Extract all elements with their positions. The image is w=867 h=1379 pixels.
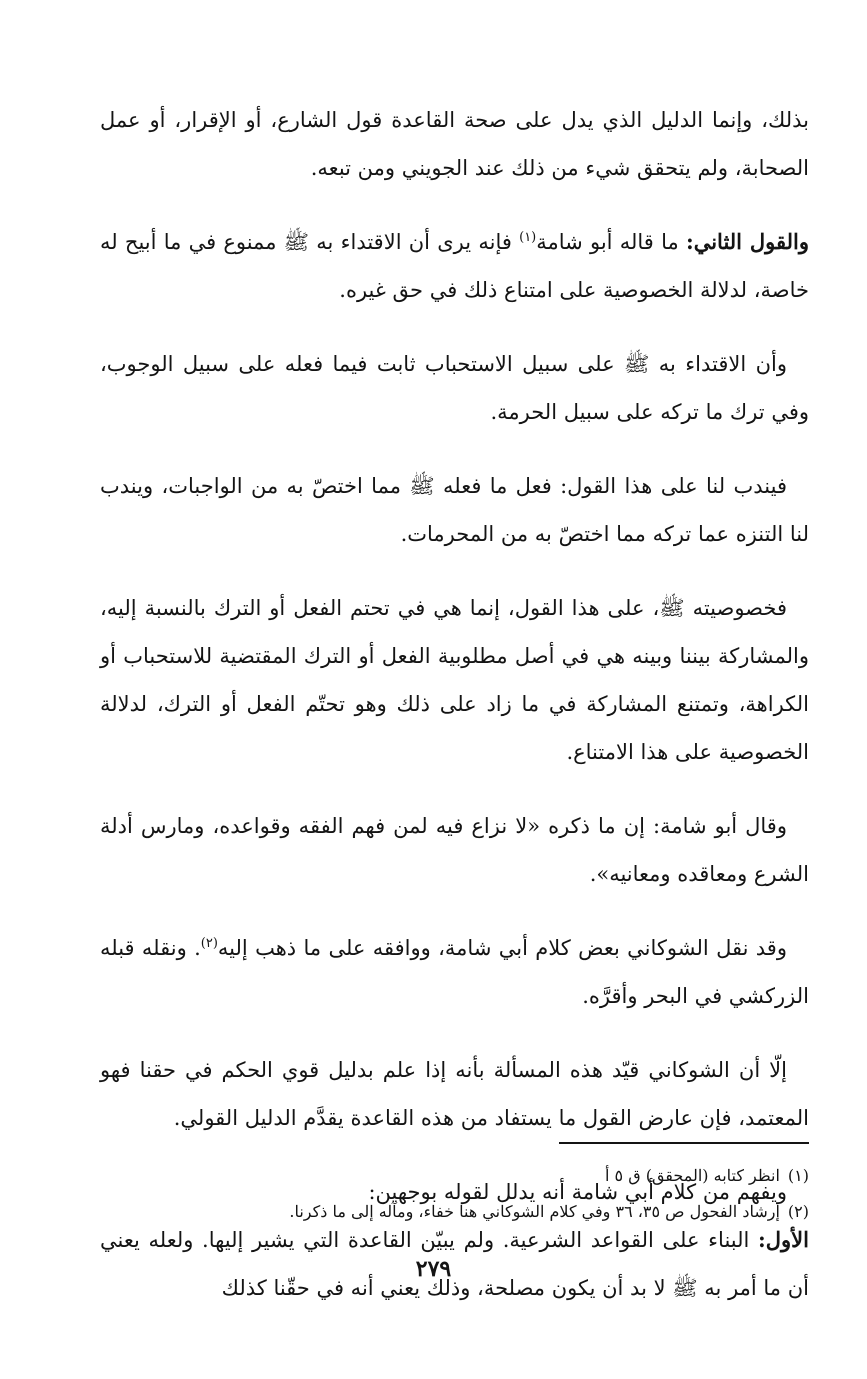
page-body: [100, 96, 809, 1338]
first-aspect-text: البناء على القواعد الشرعية. ولم يبيّن القاعدة التي يشير إليها. ولعله يعني أن ما أمر به ﷺ لا بد أن يكون مصلحة، وذلك يعني أنه في حقّنا كذلك: [100, 1228, 809, 1300]
footnote-1: [100, 1158, 809, 1194]
paragraph-7-text-b: . ونقله قبله الزركشي في البحر وأقرَّه.: [100, 936, 809, 1008]
paragraph-6-text: وقال أبو شامة: إن ما ذكره «لا نزاع فيه لمن فهم الفقه وقواعده، ومارس أدلة الشرع ومعاقده ومعانيه».: [100, 814, 809, 886]
paragraph-7: [100, 924, 809, 1020]
page-number: ٢٧٩: [415, 1256, 452, 1282]
paragraph-8: [100, 1046, 809, 1142]
footnote-2: [100, 1194, 809, 1230]
paragraph-5: [100, 584, 809, 776]
footnote-ref-2[interactable]: (٢): [200, 936, 218, 951]
paragraph-8-text: إلّا أن الشوكاني قيّد هذه المسألة بأنه إذا علم بدليل قوي الحكم في حقنا فهو المعتمد، فإن عارض القول ما يستفاد من هذه القاعدة يقدَّم الدليل القولي.: [100, 1058, 809, 1130]
paragraph-4: [100, 462, 809, 558]
paragraph-3-text: وأن الاقتداء به ﷺ على سبيل الاستحباب ثابت فيما فعله على سبيل الوجوب، وفي ترك ما تركه على سبيل الحرمة.: [100, 352, 809, 424]
paragraph-second-opinion: [100, 218, 809, 314]
paragraph-1-text: بذلك، وإنما الدليل الذي يدل على صحة القاعدة قول الشارع، أو الإقرار، أو عمل الصحابة، ولم يتحقق شيء من ذلك عند الجويني ومن تبعه.: [100, 108, 809, 180]
second-opinion-text-b: فإنه يرى أن الاقتداء به ﷺ ممنوع في ما أبيح له خاصة، لدلالة الخصوصية على امتناع ذلك في حق غيره.: [100, 230, 809, 302]
footnote-ref-1[interactable]: (١): [519, 230, 537, 245]
footnote-1-text: انظر كتابه (المحقق) ق ٥ أ: [605, 1166, 780, 1185]
footnote-2-text: إرشاد الفحول ص ٣٥، ٣٦ وفي كلام الشوكاني هنا خفاء، ومآله إلى ما ذكرنا.: [289, 1202, 780, 1221]
paragraph-5-text: فخصوصيته ﷺ، على هذا القول، إنما هي في تحتم الفعل أو الترك بالنسبة إليه، والمشاركة بيننا وبينه هي في أصل مطلوبية الفعل أو الترك المقتضية للاستحباب أو الكراهة، وتمتنع المشاركة في ما زاد على ذلك وهو تحتّم الفعل أو الترك، لدلالة الخصوصية على هذا الامتناع.: [100, 596, 809, 764]
footnote-divider: [559, 1142, 809, 1144]
paragraph-1: [100, 96, 809, 192]
paragraph-9-text: ويفهم من كلام أبي شامة أنه يدلل لقوله بوجهين:: [368, 1180, 787, 1204]
first-aspect-heading: الأول:: [758, 1227, 809, 1252]
second-opinion-text-a: ما قاله أبو شامة: [536, 230, 686, 254]
footnote-2-number: (٢): [787, 1202, 809, 1221]
paragraph-3: [100, 340, 809, 436]
footnote-1-number: (١): [787, 1166, 809, 1185]
paragraph-6: [100, 802, 809, 898]
footnotes: [100, 1158, 809, 1230]
paragraph-7-text-a: وقد نقل الشوكاني بعض كلام أبي شامة، ووافقه على ما ذهب إليه: [217, 936, 787, 960]
paragraph-4-text: فيندب لنا على هذا القول: فعل ما فعله ﷺ مما اختصّ به من الواجبات، ويندب لنا التنزه عما تركه مما اختصّ به من المحرمات.: [100, 474, 809, 546]
second-opinion-heading: والقول الثاني:: [685, 229, 809, 254]
